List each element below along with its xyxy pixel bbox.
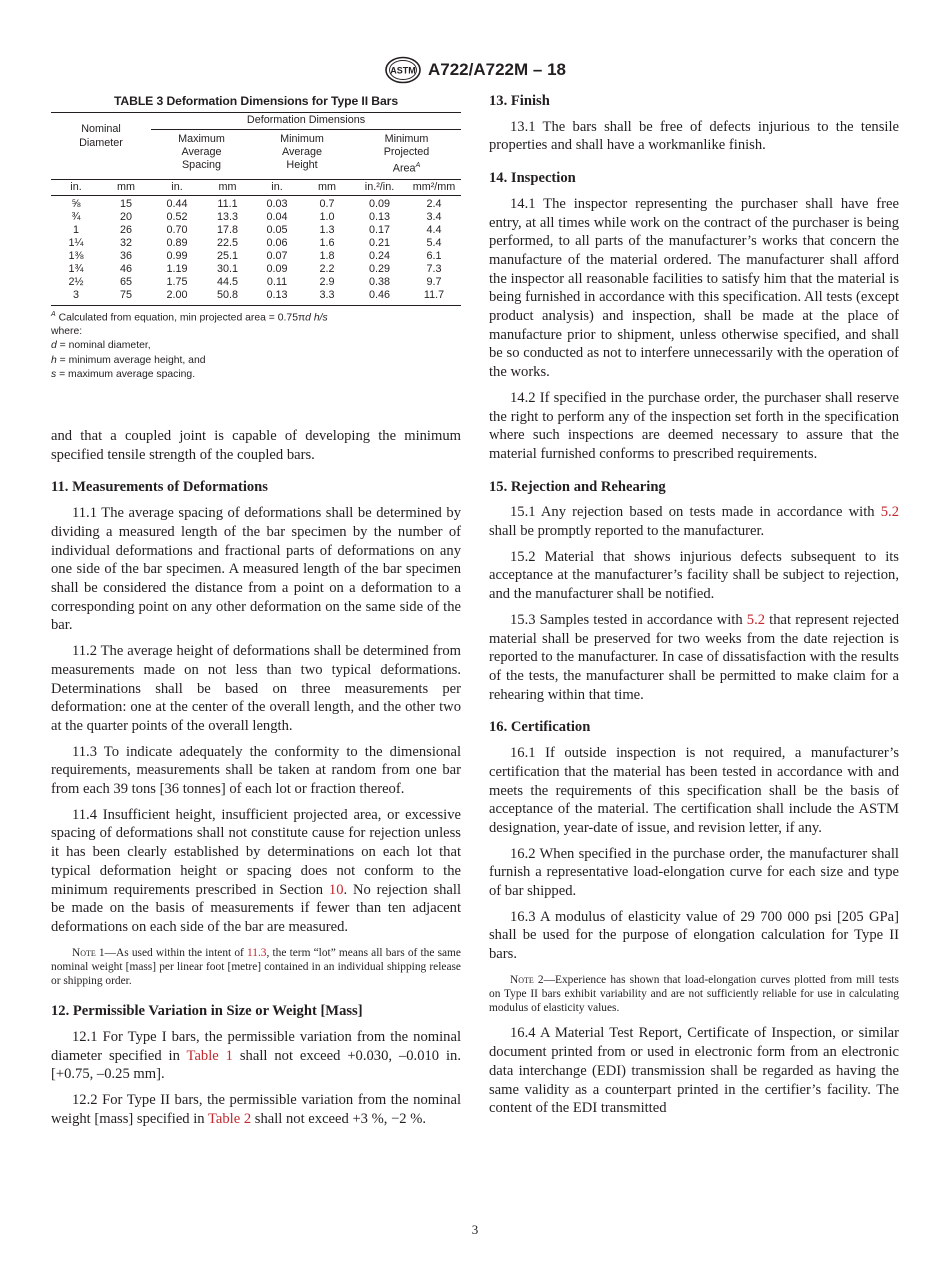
max-spacing-header: Maximum Average Spacing: [178, 133, 225, 171]
table-row: [51, 237, 461, 250]
unit-cell: mm: [117, 180, 135, 193]
table-cell: 5.4: [426, 236, 442, 249]
table-cell: 25.1: [216, 249, 238, 262]
definition-h: [51, 354, 461, 368]
paragraph-text: shall not exceed +3 %, −2 %.: [251, 1110, 427, 1127]
note-text: —Experience has shown that load-elongation curves plotted from mill tests on Type II bars exhibit variability and are not sufficiently reliable for use in calculating modulus of elasticity values.: [489, 973, 899, 1015]
table-cell: 0.46: [368, 288, 390, 301]
table-cell: 0.29: [368, 262, 390, 275]
table-notes: [51, 308, 461, 382]
where-label: where:: [51, 326, 83, 338]
units-row: [51, 179, 461, 195]
table-cell: 0.70: [166, 223, 188, 236]
paragraph-11-1: 11.1 The average spacing of deformations shall be determined by dividing a measured length of the bar specimen by the number of individual deformations and fractional parts of deformations on any one side of the bar specimen. A measured length of the bar specimen shall be considered the distance from a point on a deformation to a corresponding point on any other deformation on the same side of the bar.: [51, 505, 461, 634]
table-cell: 65: [119, 275, 132, 288]
footnote-formula: d h/s: [305, 312, 328, 324]
table-cell: 1.19: [166, 262, 188, 275]
paragraph-text: 15.3 Samples tested in accordance with: [510, 611, 747, 628]
note-1: [51, 946, 461, 989]
paragraph-11-4: [51, 806, 461, 937]
table-cell: 26: [119, 223, 132, 236]
paragraph-text: shall not exceed +0.030, –0.010 in. [+0.75, –0.25 mm].: [51, 1047, 461, 1083]
table-cell: 1¾: [68, 262, 84, 275]
section-14-heading: 14. Inspection: [489, 170, 576, 187]
note-label: Note 1: [72, 946, 105, 959]
continuation-paragraph: and that a coupled joint is capable of developing the minimum specified tensile strength of the coupled bars.: [51, 428, 461, 463]
paragraph-14-2: 14.2 If specified in the purchase order, the purchaser shall reserve the right to perform any of the inspection set forth in the specification where such inspections are deemed necessary to assure that the material furnished conforms to prescribed requirements.: [489, 389, 899, 462]
section-15-heading: 15. Rejection and Rehearing: [489, 478, 666, 495]
table-row: [51, 250, 461, 263]
note-2: [489, 973, 899, 1016]
section-11-3-link[interactable]: 11.3: [246, 946, 267, 959]
paragraph-16-4: 16.4 A Material Test Report, Certificate of Inspection, or similar document printed from or used in electronic form from an electronic data interchange (EDI) transmission shall be regarded as having the same validity as a counterpart printed in the certifier’s facility. The content of the EDI transmitted: [489, 1025, 899, 1117]
footnote-text: Calculated from equation, min projected area = 0.75π: [58, 312, 306, 324]
min-area-header: Minimum Projected Area: [383, 133, 430, 175]
table-cell: 30.1: [216, 262, 238, 275]
table-cell: 0.44: [166, 197, 188, 210]
table-row: [51, 211, 461, 224]
table-cell: 1: [72, 223, 79, 236]
section-11-heading: 11. Measurements of Deformations: [51, 479, 268, 496]
table-cell: 46: [119, 262, 132, 275]
left-column: [51, 92, 461, 1135]
table-cell: 0.13: [368, 210, 390, 223]
symbol-s: s: [51, 368, 57, 380]
nominal-diameter-header: Nominal Diameter: [79, 122, 123, 149]
paragraph-15-2: 15.2 Material that shows injurious defects subsequent to its acceptance at the manufacturer’s facility shall be subject to rejection, and the manufacturer shall be notified.: [489, 548, 899, 603]
table-cell: 1¼: [68, 236, 84, 249]
paragraph-12-2: [51, 1091, 461, 1128]
table-cell: 11.7: [423, 288, 445, 301]
paragraph-13-1: 13.1 The bars shall be free of defects injurious to the tensile properties and shall have a workmanlike finish.: [489, 118, 899, 154]
table-footnote: [51, 308, 461, 326]
table-cell: 44.5: [216, 275, 238, 288]
footnote-marker: A: [51, 310, 56, 318]
paragraph-14-1: 14.1 The inspector representing the purchaser shall have free entry, at all times while work on the contract of the purchaser is being performed, to all parts of the manufacturer’s works that concern the manufacture of the material ordered. The manufacturer shall afford the inspector all reasonable facilities to satisfy him that the material is being furnished in accordance with this specification. All tests (except product analysis) and inspection, shall be made at the place of manufacture prior to shipment, unless otherwise specified, and shall be so conducted as not to interfere unnecessarily with the operation of the works.: [489, 195, 899, 381]
unit-cell: in.²/in.: [364, 180, 395, 193]
section-13-heading: 13. Finish: [489, 93, 550, 109]
document-designation: A722/A722M – 18: [428, 60, 566, 79]
table-cell: 0.03: [266, 197, 288, 210]
table-cell: 7.3: [426, 262, 442, 275]
table-cell: ⅝: [71, 197, 81, 210]
table-cell: 0.89: [166, 236, 188, 249]
table-body: [51, 195, 461, 305]
unit-cell: mm²/mm: [412, 180, 456, 193]
paragraph-11-2: 11.2 The average height of deformations shall be determined from measurements made on not less than two typical deformations. Determinations shall be based on three measurements per deformation: one at the center of the overall length, and the other two at the quarter points of the overall length.: [51, 643, 461, 734]
table-cell: 0.99: [166, 249, 188, 262]
symbol-d: d: [51, 340, 57, 352]
definition-text: = minimum average height, and: [56, 354, 206, 366]
table-cell: 13.3: [216, 210, 238, 223]
table-cell: 2½: [68, 275, 84, 288]
table-cell: 0.07: [266, 249, 288, 262]
table-cell: 0.11: [266, 275, 288, 288]
table-cell: 3.3: [319, 288, 335, 301]
note-text: , the term “lot” means all bars of the same nominal weight [mass] per linear foot [metre] contained in an individual shipping release or shipping order.: [51, 946, 461, 988]
table-cell: 3.4: [426, 210, 442, 223]
logo-text: ASTM: [390, 65, 416, 76]
section-12-heading: 12. Permissible Variation in Size or Weight [Mass]: [51, 1003, 363, 1020]
section-5-2-link[interactable]: 5.2: [880, 504, 899, 521]
table-cell: 32: [119, 236, 132, 249]
table-row: [51, 263, 461, 276]
paragraph-16-2: 16.2 When specified in the purchase order, the manufacturer shall furnish a representative load-elongation curve for each size and type of bar shipped.: [489, 845, 899, 900]
deformation-dimensions-table: [51, 112, 461, 306]
table-cell: 0.38: [368, 275, 390, 288]
table-cell: 0.52: [166, 210, 188, 223]
table-cell: 22.5: [216, 236, 238, 249]
paragraph-11-3: 11.3 To indicate adequately the conformity to the dimensional requirements, measurements shall be taken at random from one bar from each 39 tons [36 tonnes] of each lot or fraction thereof.: [51, 743, 461, 798]
unit-cell: in.: [70, 180, 82, 193]
definition-d: [51, 339, 461, 353]
paragraph-text: . No rejection shall be made on the basis of measurements if fewer than ten adjacent deformations on each side of the bar are measured.: [51, 881, 462, 935]
table-cell: 75: [119, 288, 132, 301]
table-cell: 6.1: [426, 249, 442, 262]
table-cell: 0.06: [266, 236, 288, 249]
table-row: [51, 195, 461, 211]
table-cell: 0.24: [368, 249, 390, 262]
paragraph-text: that represent rejected material shall be preserved for two weeks from the date rejection is reported to the manufacturer. In case of dissatisfaction with the results of the tests, the manufacturer shall be permitted to make claim for a rehearing within that time.: [489, 611, 900, 703]
table-cell: 1.8: [319, 249, 335, 262]
paragraph-text: shall be promptly reported to the manufacturer.: [489, 523, 765, 540]
table-cell: 11.1: [217, 197, 238, 210]
symbol-h: h: [51, 354, 57, 366]
page-number: 3: [471, 1222, 479, 1237]
unit-cell: in.: [271, 180, 283, 193]
table-2-link[interactable]: Table 2: [207, 1110, 252, 1127]
table-cell: ¾: [71, 210, 81, 223]
paragraph-16-1: 16.1 If outside inspection is not required, a manufacturer’s certification that the material has been tested in accordance with and meets the requirements of this specification shall be the basis of acceptance of the material. The certification shall include the ASTM designation, year-date of issue, and revision letter, if any.: [489, 745, 899, 836]
unit-cell: in.: [171, 180, 183, 193]
paragraph-12-1: [51, 1028, 461, 1084]
table-cell: 0.13: [266, 288, 288, 301]
table-cell: 17.8: [216, 223, 238, 236]
table-cell: 0.09: [368, 197, 390, 210]
table-cell: 4.4: [426, 223, 442, 236]
paragraph-text: 12.2 For Type II bars, the permissible variation from the nominal weight [mass] specified in: [51, 1092, 461, 1127]
table-cell: 1.0: [319, 210, 335, 223]
table-row: [51, 224, 461, 237]
definition-text: = maximum average spacing.: [56, 368, 196, 380]
right-column: [489, 92, 899, 1125]
paragraph-15-1: [489, 503, 899, 540]
table-cell: 1⅜: [68, 249, 84, 262]
table-cell: 9.7: [426, 275, 442, 288]
section-16-heading: 16. Certification: [489, 719, 591, 736]
table-cell: 36: [119, 249, 132, 262]
table-cell: 0.09: [266, 262, 288, 275]
table-cell: 2.9: [319, 275, 335, 288]
table-cell: 1.6: [319, 236, 335, 249]
note-text: —As used within the intent of: [104, 946, 247, 959]
table-cell: 0.17: [368, 223, 390, 236]
note-label: Note 2: [510, 973, 544, 986]
table-row: [51, 289, 461, 306]
section-5-2-link[interactable]: 5.2: [746, 611, 766, 628]
table-cell: 1.75: [166, 275, 188, 288]
table-title: TABLE 3 Deformation Dimensions for Type II Bars: [113, 94, 398, 108]
table-cell: 20: [119, 210, 132, 223]
paragraph-text: 12.1 For Type I bars, the permissible variation from the nominal diameter specified in: [51, 1028, 461, 1064]
table-cell: 2.2: [319, 262, 335, 275]
unit-cell: mm: [318, 180, 336, 193]
paragraph-16-3: 16.3 A modulus of elasticity value of 29 700 000 psi [205 GPa] shall be used for the purpose of elongation calculation for Type II bars.: [489, 908, 899, 963]
page-header: [0, 56, 950, 84]
table-cell: 0.05: [266, 223, 288, 236]
table-cell: 0.04: [266, 210, 288, 223]
table-1-link[interactable]: Table 1: [186, 1047, 233, 1064]
section-10-link[interactable]: 10: [328, 881, 344, 898]
table-cell: 2.4: [426, 197, 442, 210]
min-area-footnote-mark: A: [415, 162, 421, 169]
paragraph-text: 11.4 Insufficient height, insufficient projected area, or excessive spacing of deformations shall not constitute cause for rejection unless it has been clearly established by determinations on each lot that typical deformation height or spacing does not conform to the minimum requirements prescribed in Section: [51, 806, 461, 898]
table-cell: 50.8: [216, 288, 238, 301]
table-cell: 1.3: [319, 223, 335, 236]
astm-logo: [384, 56, 422, 84]
table-cell: 3: [72, 288, 79, 301]
deformation-dimensions-header: Deformation Dimensions: [246, 114, 366, 126]
table-cell: 15: [119, 197, 132, 210]
definition-text: = nominal diameter,: [56, 340, 151, 352]
unit-cell: mm: [218, 180, 237, 193]
table-cell: 0.7: [319, 197, 335, 210]
min-height-header: Minimum Average Height: [280, 133, 324, 171]
table-cell: 2.00: [166, 288, 188, 301]
definition-s: [51, 368, 461, 382]
paragraph-15-3: [489, 611, 899, 705]
paragraph-text: 15.1 Any rejection based on tests made in accordance with: [510, 504, 881, 521]
table-cell: 0.21: [368, 236, 390, 249]
table-row: [51, 276, 461, 289]
